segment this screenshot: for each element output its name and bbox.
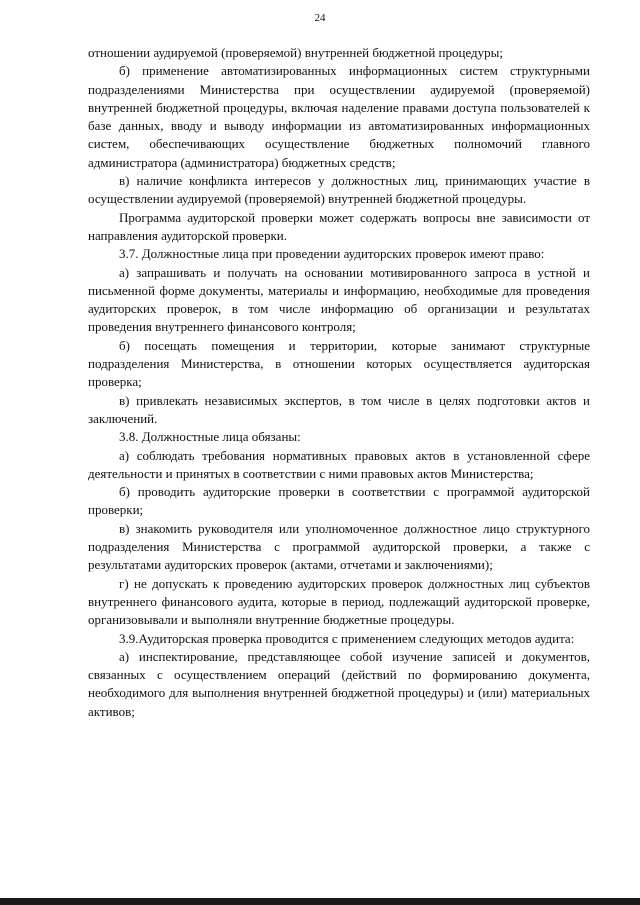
paragraph: 3.8. Должностные лица обязаны:	[119, 429, 301, 445]
scan-border	[0, 898, 640, 905]
paragraph: в) привлекать независимых экспертов, в том числе в целях подготовки актов и заключений.	[88, 392, 590, 426]
paragraph: отношении аудируемой (проверяемой) внутренней бюджетной процедуры;	[88, 45, 503, 60]
paragraph: г) не допускать к проведению аудиторских проверок должностных лиц субъектов внутреннего финансового аудита, которые в период, подлежащий аудиторской проверке, организовывали и выполняли внутренние бюджетные процедуры.	[88, 575, 590, 628]
paragraph: б) применение автоматизированных информационных систем структурными подразделениями Министерства при осуществлении аудируемой (проверяемой) внутренней бюджетной процедуры, включая наделение правами доступа пользователей к базе данных, вводу и выводу информации из автоматизированных информационных систем, обеспечивающих осуществление бюджетных полномочий главного администратора (администратора) бюджетных средств;	[88, 63, 590, 170]
paragraph: а) инспектирование, представляющее собой изучение записей и документов, связанных с осуществлением операций (действий по формированию документа, необходимого для выполнения внутренней бюджетной процедуры) и (или) материальных активов;	[88, 648, 590, 719]
paragraph: в) знакомить руководителя или уполномоченное должностное лицо структурного подразделения Министерства с программой аудиторской проверки, а также с результатами аудиторских проверок (актами, отчетами и заключениями);	[88, 520, 590, 573]
page-number: 24	[314, 12, 326, 24]
paragraph: Программа аудиторской проверки может содержать вопросы вне зависимости от направления аудиторской проверки.	[88, 209, 590, 243]
paragraph: 3.7. Должностные лица при проведении аудиторских проверок имеют право:	[119, 246, 545, 262]
paragraph: б) проводить аудиторские проверки в соответствии с программой аудиторской проверки;	[88, 484, 590, 518]
document-body	[88, 44, 590, 721]
paragraph: 3.9.Аудиторская проверка проводится с применением следующих методов аудита:	[119, 630, 575, 646]
paragraph: а) соблюдать требования нормативных правовых актов в установленной сфере деятельности и принятых в соответствии с ними правовых актов Министерства;	[88, 447, 590, 481]
paragraph: а) запрашивать и получать на основании мотивированного запроса в устной и письменной форме документы, материалы и информацию, необходимые для проведения аудиторских проверок, в том числе информацию об организации и результатах проведения внутреннего финансового контроля;	[88, 264, 590, 335]
paragraph: б) посещать помещения и территории, которые занимают структурные подразделения Министерства, в отношении которых осуществляется аудиторская проверка;	[88, 337, 590, 390]
paragraph: в) наличие конфликта интересов у должностных лиц, принимающих участие в осуществлении аудируемой (проверяемой) внутренней бюджетной процедуры.	[88, 173, 590, 207]
